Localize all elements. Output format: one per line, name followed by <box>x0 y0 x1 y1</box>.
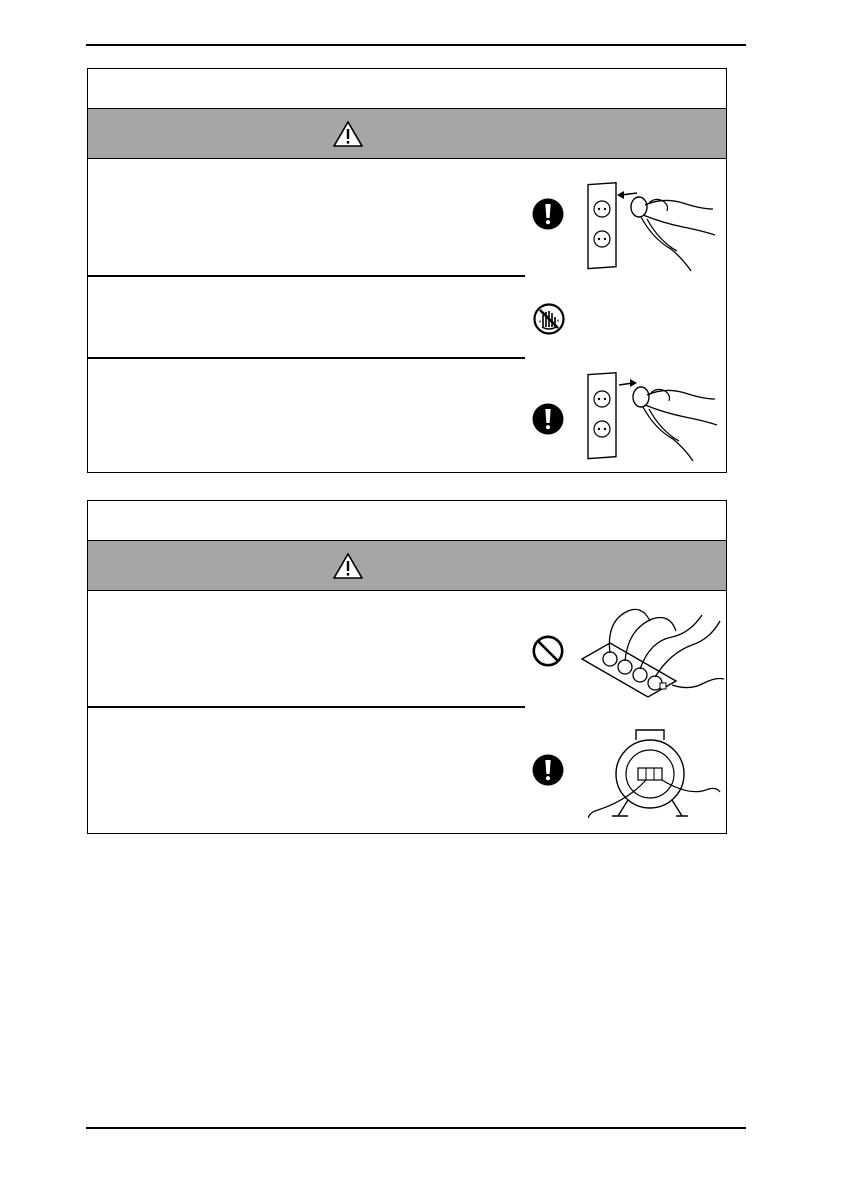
prohibited-icon <box>532 635 564 667</box>
panel-title <box>88 69 726 109</box>
plug-into-outlet-illustration <box>583 179 723 274</box>
mandatory-action-icon <box>532 198 564 230</box>
power-strip-illustration <box>580 601 725 701</box>
header-rule <box>86 44 746 46</box>
warning-band <box>88 541 726 591</box>
warning-triangle-icon <box>333 553 363 579</box>
cord-reel-illustration <box>588 726 728 821</box>
unplug-from-outlet-illustration <box>583 369 723 464</box>
footer-rule <box>86 1127 746 1129</box>
no-wet-hands-icon <box>533 303 565 335</box>
warning-band <box>88 109 726 159</box>
mandatory-action-icon <box>532 403 564 435</box>
list-item <box>88 592 524 706</box>
panel-title <box>88 501 726 541</box>
safety-panel-2 <box>87 500 727 834</box>
warning-triangle-icon <box>333 121 363 147</box>
list-item <box>88 707 524 831</box>
list-item <box>88 160 524 275</box>
list-item <box>88 358 524 470</box>
list-item <box>88 276 524 358</box>
safety-panel-1 <box>87 68 727 473</box>
mandatory-action-icon <box>532 754 564 786</box>
